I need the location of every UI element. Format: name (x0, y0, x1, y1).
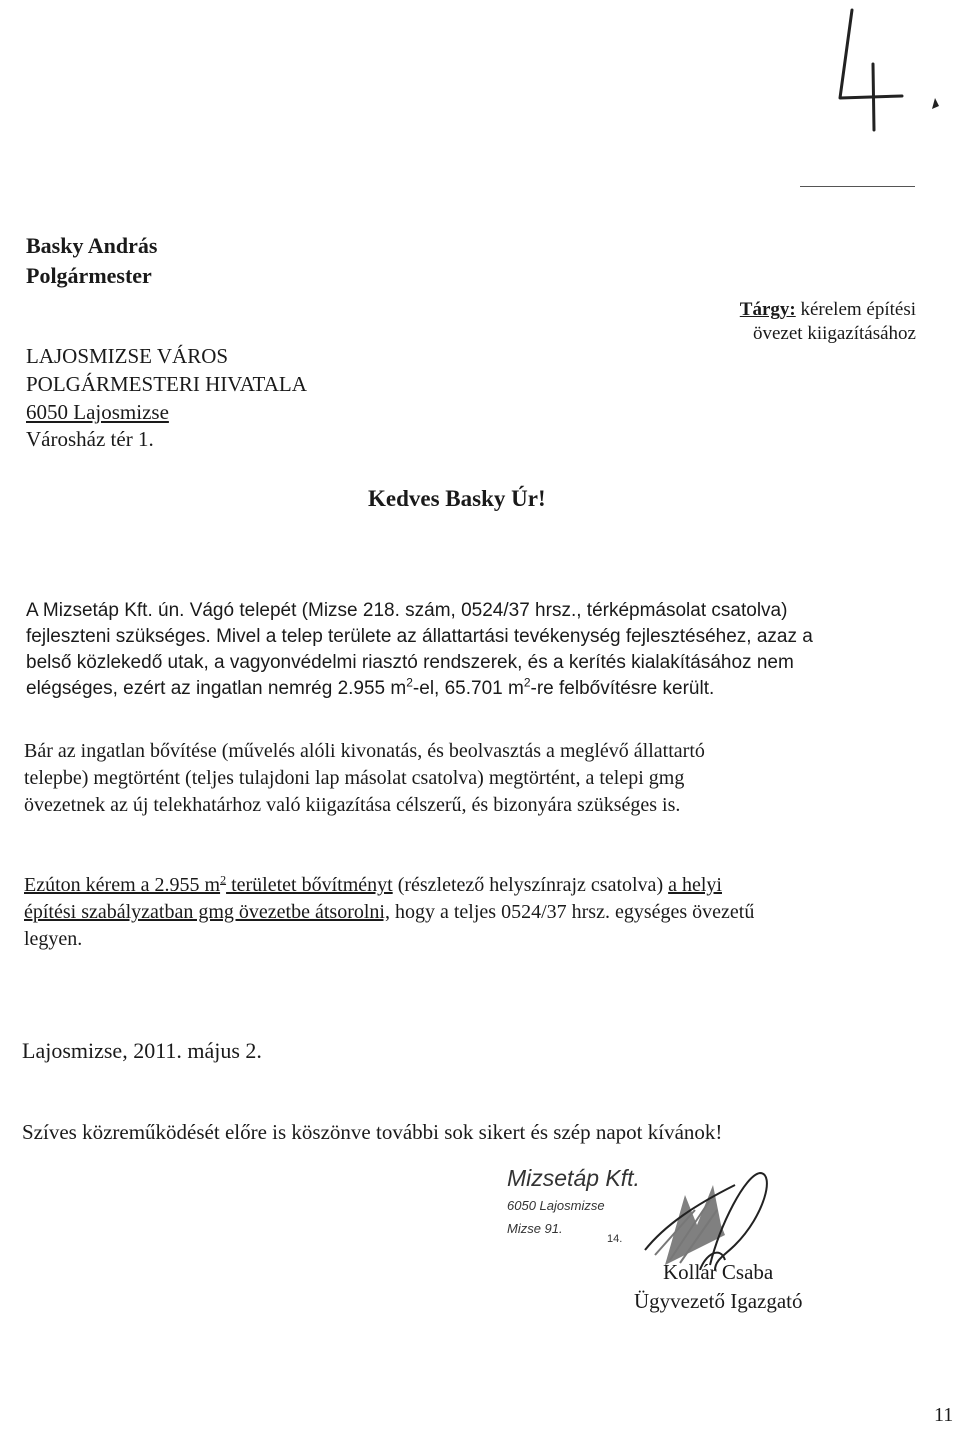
paragraph-1 (26, 598, 916, 702)
stamp-street: Mizse 91. (507, 1221, 563, 1236)
company-stamp (505, 1165, 775, 1270)
subject-label: Tárgy: (739, 299, 796, 320)
recipient-city: 6050 Lajosmizse (26, 400, 169, 424)
page-number: 11 (934, 1404, 954, 1426)
paragraph-3-line: építési szabályzatban gmg övezetbe átsorolni, hogy a teljes 0524/37 hrsz. egységes övezetű (24, 901, 755, 923)
signatory-role: Ügyvezető Igazgató (634, 1289, 803, 1313)
recipient-org-line2: POLGÁRMESTERI HIVATALA (26, 372, 307, 396)
paragraph-1-line: fejleszteni szükséges. Mivel a telep területe az állattartási tevékenység fejlesztéséhez, azaz a (26, 626, 813, 647)
paragraph-2 (24, 738, 914, 819)
stamp-logo-signature (625, 1165, 775, 1270)
closing-line: Szíves közreműködését előre is köszönve további sok sikert és szép napot kívánok! (22, 1120, 723, 1144)
paragraph-1-line: A Mizsetáp Kft. ún. Vágó telepét (Mizse 218. szám, 0524/37 hrsz., térképmásolat csatolva) (26, 600, 788, 621)
paragraph-2-line: övezetnek az új telekhatárhoz való kiigazítása célszerű, és bizonyára szükséges is. (24, 794, 681, 816)
paragraph-3 (24, 872, 924, 953)
recipient-name: Basky András (26, 233, 158, 258)
paragraph-3-line: Ezúton kérem a 2.955 $m^2$ területet bővítményt (részletező helyszínrajz csatolva) a helyi (24, 872, 722, 896)
top-rule (800, 186, 915, 187)
recipient-street: Városház tér 1. (26, 427, 154, 451)
subject-line2: övezet kiigazításához (752, 323, 916, 344)
paragraph-1-line: belső közlekedő utak, a vagyonvédelmi riasztó rendszerek, és a kerítés kialakításához nem (26, 652, 794, 673)
recipient-title: Polgármester (26, 263, 152, 288)
greeting: Kedves Basky Úr! (368, 486, 546, 511)
subject-line1 (740, 298, 916, 322)
recipient-org-line1: LAJOSMIZSE VÁROS (26, 344, 229, 368)
paragraph-3-line: legyen. (24, 928, 83, 950)
paragraph-2-line: telepbe) megtörtént (teljes tulajdoni lap másolat csatolva) megtörtént, a telepi gmg (24, 767, 685, 789)
stamp-number: 14. (607, 1233, 623, 1245)
place-date: Lajosmizse, 2011. május 2. (22, 1038, 262, 1063)
handwritten-page-mark (818, 2, 948, 147)
signatory-name: Kollár Csaba (663, 1260, 774, 1284)
paragraph-1-line: elégséges, ezért az ingatlan nemrég 2.955 $m^2-el$, 65.701 $m^2-re$ felbővítésre került. (26, 675, 715, 699)
subject-text1: kérelem építési (800, 299, 916, 320)
stamp-city: 6050 Lajosmizse (507, 1198, 605, 1213)
stamp-company: Mizsetáp Kft. (507, 1165, 640, 1191)
paragraph-2-line: Bár az ingatlan bővítése (művelés alóli kivonatás, és beolvasztás a meglévő állattartó (24, 740, 705, 762)
